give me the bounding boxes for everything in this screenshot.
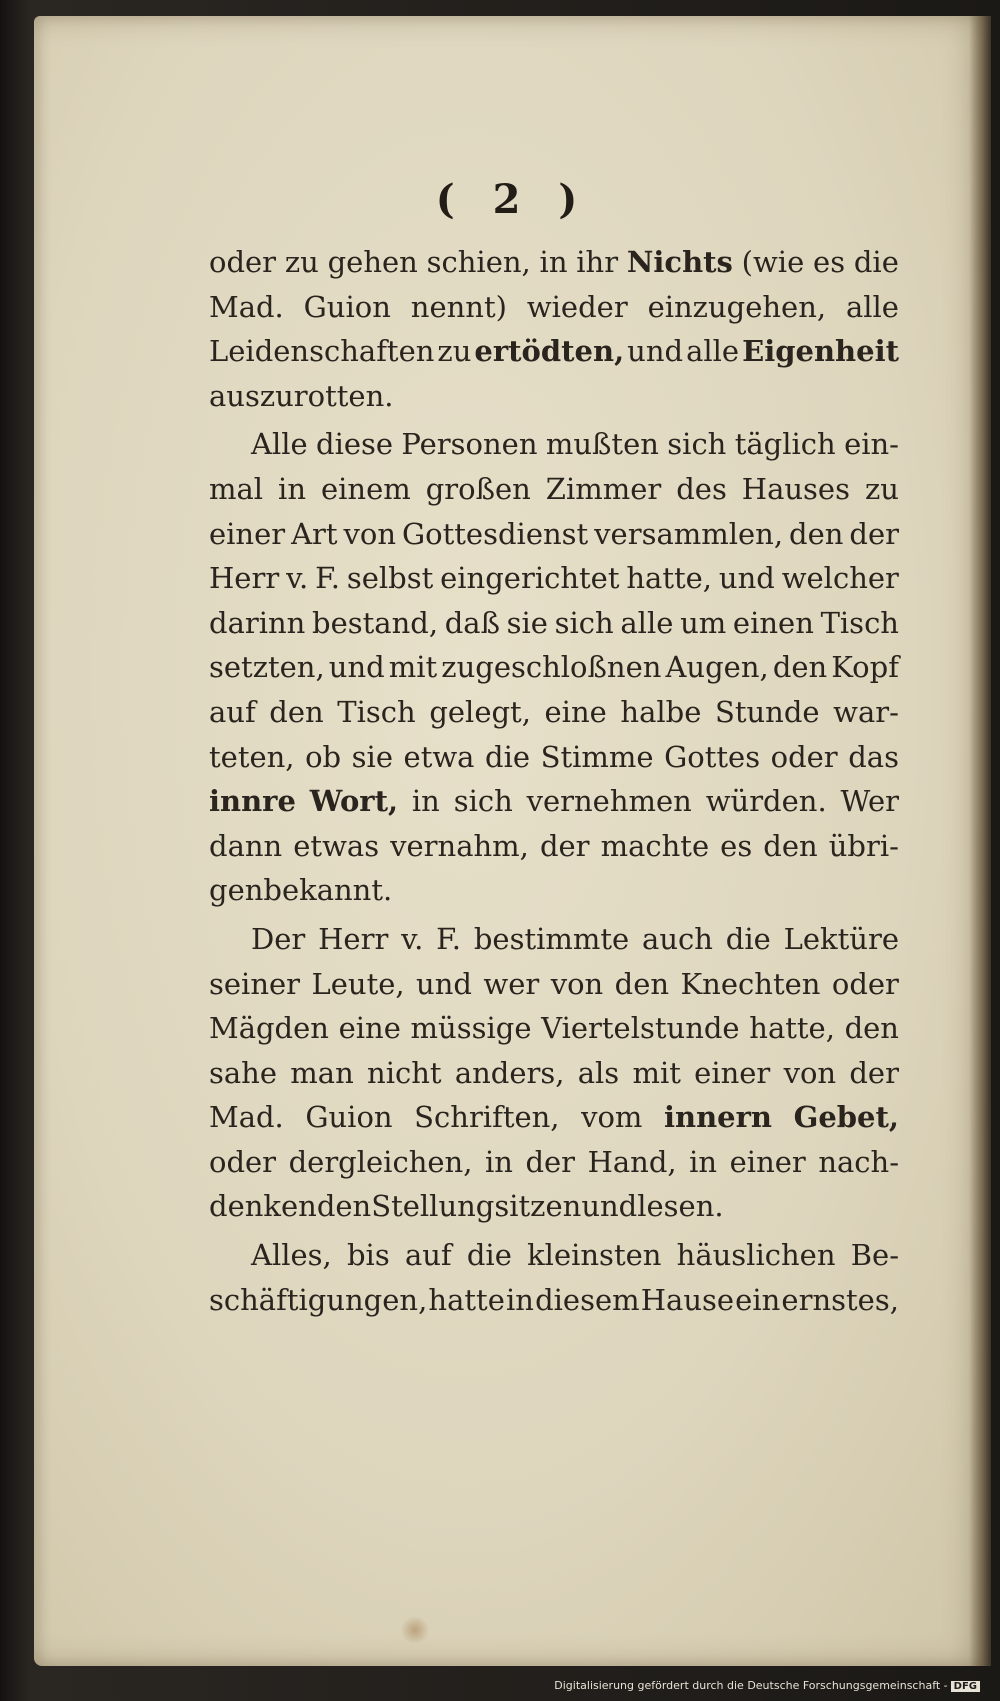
word: Nichts — [626, 245, 733, 279]
word: von — [550, 966, 604, 1001]
word: als — [577, 1055, 620, 1090]
word: sie — [351, 739, 393, 774]
word: seiner — [209, 966, 301, 1001]
word: oder — [770, 739, 838, 774]
word: auszurotten. — [209, 378, 394, 413]
word: alle — [845, 289, 899, 324]
text-line — [209, 962, 899, 1007]
word: gen — [209, 873, 264, 908]
word: vernehmen — [526, 784, 692, 819]
word: sie — [506, 605, 548, 640]
word: eingerichtet — [440, 561, 620, 596]
word: einzugehen, — [647, 289, 827, 324]
word: sich — [453, 784, 513, 819]
word: eine — [338, 1011, 401, 1046]
word: sich — [554, 605, 614, 640]
word: großen — [425, 471, 531, 506]
word: einer — [694, 1055, 771, 1090]
word: ihr — [576, 245, 619, 279]
word: diesem — [535, 1282, 640, 1317]
dfg-logo: DFG — [951, 1681, 980, 1692]
word: einer — [729, 1144, 806, 1179]
text-line — [209, 1006, 899, 1051]
word: in — [411, 784, 440, 819]
word: selbst — [346, 561, 434, 596]
word: Tisch — [820, 605, 899, 640]
word: Gebet, — [793, 1100, 899, 1135]
word: in — [484, 1144, 513, 1179]
text-line — [209, 1140, 899, 1185]
text-line — [209, 285, 899, 330]
word: in — [689, 1144, 718, 1179]
text-line — [209, 601, 899, 646]
word: auch — [642, 921, 713, 956]
word: versammlen, — [594, 516, 784, 551]
word: halbe — [620, 694, 702, 729]
word: oder — [209, 245, 277, 279]
word: der — [539, 828, 590, 863]
word: Gottesdienst — [402, 516, 589, 551]
word: nach- — [818, 1144, 899, 1179]
text-line — [209, 1278, 899, 1323]
word: Herr — [209, 561, 280, 596]
word: sahe — [209, 1055, 278, 1090]
word: Stellung — [371, 1189, 495, 1224]
word: Alles, — [251, 1238, 332, 1273]
word: Mad. — [209, 289, 284, 324]
word: das — [848, 739, 899, 774]
word: sitzen — [494, 1189, 582, 1224]
word: darinn — [209, 605, 306, 640]
credit-text: Digitalisierung gefördert durch die Deutsche Forschungsgemeinschaft - — [554, 1679, 948, 1692]
word: hatte, — [626, 561, 713, 596]
word: der — [849, 1055, 899, 1090]
word: würden. — [705, 784, 827, 819]
word: vernahm, — [390, 828, 529, 863]
digitization-credit — [554, 1679, 980, 1692]
word: die — [485, 739, 531, 774]
word: Mägden — [209, 1011, 329, 1046]
word: ein — [735, 1282, 781, 1317]
word: alle — [620, 605, 674, 640]
word: etwas — [293, 828, 380, 863]
word: daß — [444, 605, 500, 640]
word: Der — [251, 921, 306, 956]
word: hatte — [428, 1282, 505, 1317]
word: einem — [320, 471, 411, 506]
word: zugeschloßnen — [441, 650, 662, 685]
word: diese — [316, 427, 394, 462]
word: zu — [284, 245, 319, 279]
word: gelegt, — [429, 694, 531, 729]
word: und — [627, 334, 684, 369]
word: Augen, — [665, 650, 769, 685]
text-line — [209, 240, 899, 285]
text-line — [209, 467, 899, 512]
word: nennt) — [410, 289, 507, 324]
text-line — [209, 1184, 899, 1229]
word: setzten, — [209, 650, 325, 685]
word: Be- — [850, 1238, 899, 1273]
word: wieder — [526, 289, 628, 324]
word: Guion — [305, 1100, 393, 1135]
word: bestand, — [312, 605, 439, 640]
word: einer — [209, 516, 286, 551]
text-line — [209, 645, 899, 690]
word: häuslichen — [676, 1238, 836, 1273]
word: den — [614, 966, 670, 1001]
word: in — [505, 1282, 534, 1317]
word: ernstes, — [781, 1282, 899, 1317]
word: die — [725, 921, 771, 956]
word: Guion — [303, 289, 391, 324]
word: es — [813, 245, 846, 279]
word: etwa — [403, 739, 475, 774]
word: Personen — [401, 427, 538, 462]
text-line — [209, 1051, 899, 1096]
word: Eigenheit — [742, 334, 899, 369]
word: müssige — [410, 1011, 532, 1046]
word: auf — [404, 1238, 452, 1273]
word: Stimme — [540, 739, 654, 774]
word: Hauses — [741, 471, 850, 506]
word: bekannt. — [263, 873, 393, 908]
word: den — [269, 694, 324, 729]
text-line — [209, 1095, 899, 1140]
word: mit — [388, 650, 438, 685]
word: und — [416, 966, 472, 1001]
word: war- — [833, 694, 899, 729]
word: innre — [209, 784, 296, 819]
text-line — [209, 779, 899, 824]
word: und — [581, 1189, 638, 1224]
word: F. — [315, 561, 340, 596]
word: v. — [286, 561, 309, 596]
word: kleinsten — [527, 1238, 662, 1273]
word: welcher — [781, 561, 899, 596]
word: und — [328, 650, 385, 685]
word: den — [763, 828, 818, 863]
word: des — [676, 471, 727, 506]
word: den — [789, 516, 844, 551]
paper-stain — [400, 1616, 430, 1644]
word: Alle — [251, 427, 308, 462]
word: Tisch — [337, 694, 416, 729]
text-line — [209, 690, 899, 735]
word: den — [772, 650, 828, 685]
word: Stunde — [714, 694, 820, 729]
word: Art — [291, 516, 338, 551]
word: ertödten, — [474, 334, 625, 369]
word: zu — [437, 334, 472, 369]
word: zu — [864, 471, 899, 506]
word: täglich — [734, 427, 836, 462]
word: und — [718, 561, 775, 596]
text-line — [209, 824, 899, 869]
word: Wort, — [309, 784, 399, 819]
word: oder — [209, 1144, 277, 1179]
word: anders, — [454, 1055, 565, 1090]
word: in — [539, 245, 568, 279]
text-line — [209, 512, 899, 557]
text-line — [209, 422, 899, 467]
page-number: ( 2 ) — [435, 176, 590, 223]
word: Kopf — [831, 650, 899, 685]
word: schien, — [426, 245, 531, 279]
word: alle — [686, 334, 740, 369]
word: Viertelstunde — [541, 1011, 740, 1046]
word: Hause — [640, 1282, 735, 1317]
text-line — [209, 917, 899, 962]
word: Zimmer — [545, 471, 662, 506]
word: der — [849, 516, 899, 551]
word: Gottes — [664, 739, 761, 774]
word: gehen — [327, 245, 418, 279]
word: (wie — [741, 245, 805, 279]
text-line — [209, 556, 899, 601]
word: mal — [209, 471, 264, 506]
text-line — [209, 868, 899, 913]
text-line — [209, 1233, 899, 1278]
word: wer — [483, 966, 540, 1001]
word: nicht — [367, 1055, 442, 1090]
word: es — [720, 828, 753, 863]
word: mußten — [545, 427, 659, 462]
word: auf — [209, 694, 256, 729]
word: dann — [209, 828, 283, 863]
text-line — [209, 735, 899, 780]
word: Leute, — [311, 966, 405, 1001]
word: machte — [600, 828, 710, 863]
word: oder — [831, 966, 899, 1001]
word: Schriften, — [414, 1100, 560, 1135]
word: mit — [632, 1055, 681, 1090]
word: bestimmte — [473, 921, 630, 956]
page-edge-shadow — [969, 16, 991, 1666]
word: Mad. — [209, 1100, 284, 1135]
word: in — [278, 471, 306, 506]
word: von — [783, 1055, 837, 1090]
word: Herr — [318, 921, 389, 956]
word: Lektüre — [783, 921, 899, 956]
word: die — [466, 1238, 512, 1273]
word: eine — [544, 694, 607, 729]
word: man — [290, 1055, 354, 1090]
word: einen — [732, 605, 814, 640]
word: von — [343, 516, 397, 551]
word: ob — [305, 739, 342, 774]
word: bis — [346, 1238, 390, 1273]
word: hatte, — [749, 1011, 835, 1046]
book-page — [34, 16, 991, 1666]
body-text — [209, 240, 899, 1322]
word: vom — [581, 1100, 643, 1135]
word: F. — [436, 921, 461, 956]
word: Hand, — [587, 1144, 677, 1179]
word: v. — [401, 921, 424, 956]
word: um — [680, 605, 727, 640]
text-line — [209, 329, 899, 374]
word: innern — [664, 1100, 772, 1135]
word: dergleichen, — [288, 1144, 473, 1179]
word: die — [853, 245, 899, 279]
word: der — [525, 1144, 576, 1179]
word: lesen. — [637, 1189, 724, 1224]
word: den — [844, 1011, 899, 1046]
word: sich — [667, 427, 727, 462]
word: Leidenschaften — [209, 334, 435, 369]
word: teten, — [209, 739, 295, 774]
word: Knechten — [680, 966, 821, 1001]
word: Wer — [840, 784, 899, 819]
word: ein- — [844, 427, 899, 462]
word: übri- — [828, 828, 899, 863]
word: schäftigungen, — [209, 1282, 428, 1317]
word: denkenden — [209, 1189, 372, 1224]
text-line — [209, 374, 899, 419]
